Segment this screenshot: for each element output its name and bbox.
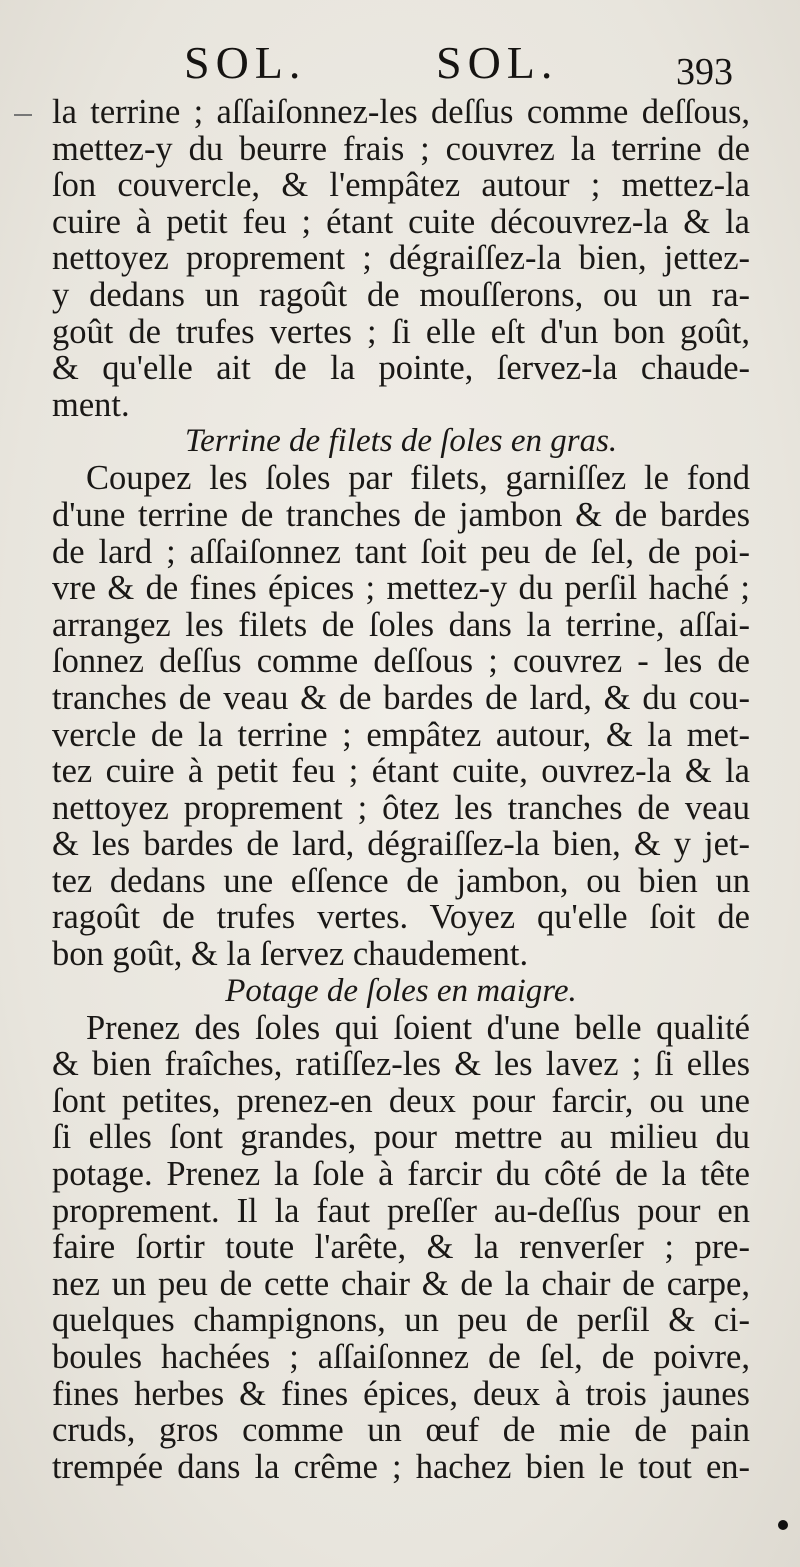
- ink-spot: [778, 1520, 788, 1530]
- section-heading: Potage de ſoles en maigre.: [225, 972, 577, 1009]
- text-line: tez cuire à petit feu ; étant cuite, ouvrez-la & la: [52, 752, 750, 791]
- page-number: 393: [676, 51, 733, 93]
- text-line: Coupez les ſoles par filets, garniſſez le fond: [86, 459, 750, 498]
- paragraph-3: [52, 1010, 750, 1486]
- text-line: fines herbes & fines épices, deux à trois jaunes: [52, 1374, 750, 1413]
- text-line: faire ſortir toute l'arête, & la renverſer ; pre-: [52, 1228, 750, 1267]
- text-line: tranches de veau & de bardes de lard, & du cou-: [52, 678, 750, 717]
- text-line: & qu'elle ait de la pointe, ſervez-la chaude-: [52, 349, 750, 388]
- page-body: [52, 94, 750, 1485]
- text-line: arrangez les filets de ſoles dans la terrine, aſſai-: [52, 605, 750, 644]
- text-line: ſi elles ſont grandes, pour mettre au milieu du: [52, 1118, 750, 1157]
- running-header: [0, 36, 800, 96]
- text-line: & les bardes de lard, dégraiſſez-la bien, & y jet-: [52, 825, 750, 864]
- text-line: potage. Prenez la ſole à farcir du côté de la tête: [52, 1155, 750, 1194]
- text-line: ſont petites, prenez-en deux pour farcir, ou une: [52, 1081, 750, 1120]
- text-line: vercle de la terrine ; empâtez autour, & la met-: [52, 715, 750, 754]
- text-line: ſonnez deſſus comme deſſous ; couvrez - les de: [52, 642, 750, 681]
- text-line: ragoût de trufes vertes. Voyez qu'elle ſoit de: [52, 898, 750, 937]
- text-line: d'une terrine de tranches de jambon & de bardes: [52, 495, 750, 534]
- margin-mark: [14, 114, 32, 116]
- section-heading: Terrine de filets de ſoles en gras.: [184, 423, 618, 460]
- text-line: quelques champignons, un peu de perſil & ci-: [52, 1301, 750, 1340]
- text-line: ment.: [52, 385, 130, 424]
- text-line: boules hachées ; aſſaiſonnez de ſel, de poivre,: [52, 1338, 750, 1376]
- text-line: & bien fraîches, ratiſſez-les & les lavez ; ſi elles: [52, 1045, 750, 1084]
- paragraph-1: [52, 94, 750, 423]
- header-right-word: SOL.: [436, 37, 559, 88]
- text-line: cuire à petit feu ; étant cuite découvrez-la & la: [52, 202, 750, 241]
- text-line: vre & de fines épices ; mettez-y du perſil haché ;: [52, 569, 750, 608]
- text-line: trempée dans la crême ; hachez bien le tout en-: [52, 1447, 750, 1486]
- text-line: proprement. Il la faut preſſer au-deſſus pour en: [52, 1191, 750, 1230]
- text-line: la terrine ; aſſaiſonnez-les deſſus comme deſſous,: [52, 93, 750, 131]
- text-line: y dedans un ragoût de mouſſerons, ou un ra-: [52, 275, 750, 314]
- text-line: ſon couvercle, & l'empâtez autour ; mettez-la: [52, 166, 750, 205]
- text-line: nez un peu de cette chair & de la chair de carpe,: [52, 1264, 750, 1303]
- text-line: cruds, gros comme un œuf de mie de pain: [52, 1411, 750, 1450]
- header-left-word: SOL.: [184, 37, 307, 88]
- text-line: mettez-y du beurre frais ; couvrez la terrine de: [52, 129, 750, 168]
- text-line: de lard ; aſſaiſonnez tant ſoit peu de ſel, de poi-: [52, 532, 750, 571]
- text-line: nettoyez proprement ; dégraiſſez-la bien, jettez-: [52, 239, 750, 278]
- text-line: nettoyez proprement ; ôtez les tranches de veau: [52, 788, 750, 827]
- text-line: bon goût, & la ſervez chaudement.: [52, 935, 529, 974]
- text-line: goût de trufes vertes ; ſi elle eſt d'un bon goût,: [52, 312, 750, 351]
- paragraph-2: [52, 460, 750, 972]
- text-line: tez dedans une eſſence de jambon, ou bien un: [52, 861, 750, 900]
- text-line: Prenez des ſoles qui ſoient d'une belle qualité: [86, 1008, 750, 1047]
